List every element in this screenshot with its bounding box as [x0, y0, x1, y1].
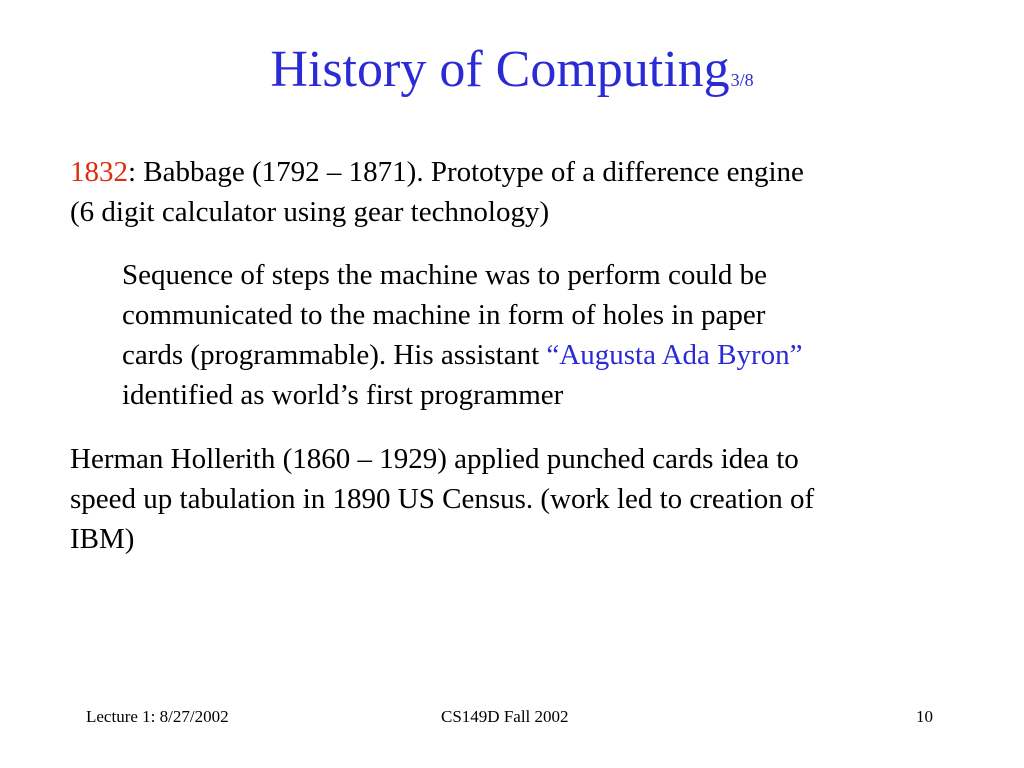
paragraph-line: IBM) — [70, 523, 135, 555]
paragraph-hollerith — [70, 439, 814, 559]
paragraph-line: communicated to the machine in form of holes in paper — [122, 299, 766, 331]
babbage-text: : Babbage (1792 – 1871). Prototype of a difference engine — [128, 156, 804, 188]
slide-title — [0, 38, 1024, 112]
paragraph-line: Herman Hollerith (1860 – 1929) applied punched cards idea to — [70, 443, 799, 475]
ada-byron-name: “Augusta Ada Byron” — [546, 339, 803, 371]
paragraph-line — [122, 335, 803, 375]
paragraph-line: Sequence of steps the machine was to perform could be — [122, 259, 768, 291]
paragraph-line — [70, 152, 804, 192]
footer-lecture-date: Lecture 1: 8/27/2002 — [86, 707, 229, 726]
footer-course: CS149D Fall 2002 — [441, 707, 569, 726]
sequence-text: cards (programmable). His assistant — [122, 339, 547, 371]
year-1832: 1832 — [70, 156, 128, 188]
footer-page-number: 10 — [916, 707, 933, 726]
title-text: History of Computing — [270, 41, 730, 98]
paragraph-line: identified as world’s first programmer — [122, 379, 564, 411]
title-subscript: 3/8 — [730, 70, 754, 90]
paragraph-line: speed up tabulation in 1890 US Census. (work led to creation of — [70, 483, 815, 515]
paragraph-line: (6 digit calculator using gear technology) — [70, 196, 550, 228]
paragraph-sequence — [122, 255, 803, 415]
paragraph-babbage — [70, 152, 804, 232]
